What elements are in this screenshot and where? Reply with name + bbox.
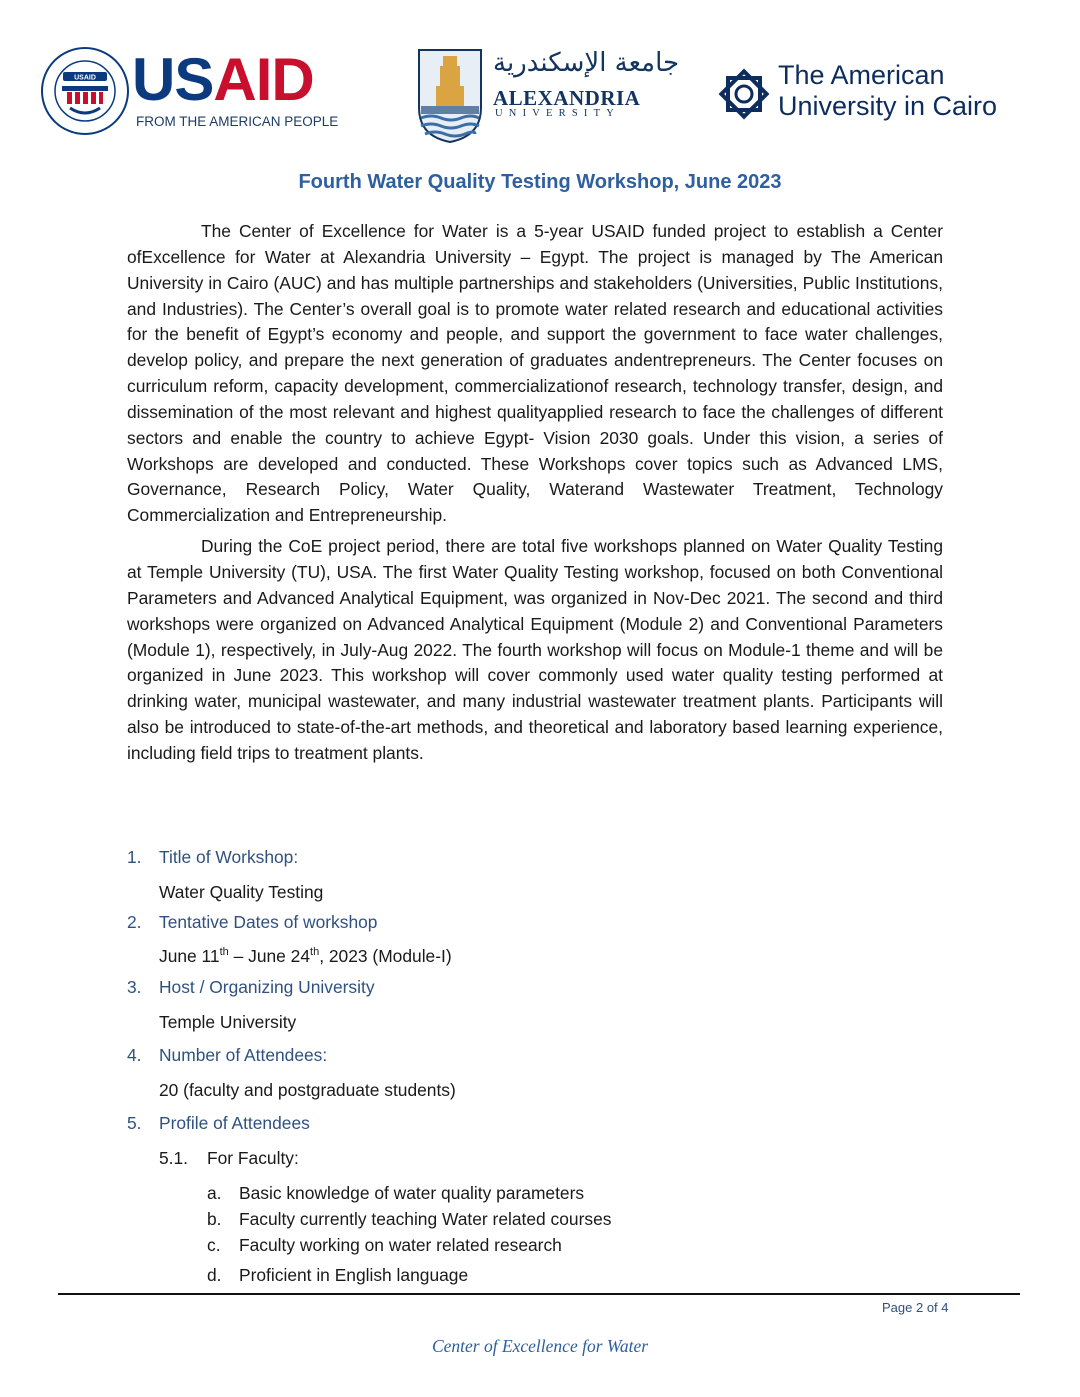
body-text bbox=[127, 219, 943, 767]
footer-text: Center of Excellence for Water bbox=[431, 1336, 649, 1356]
alexandria-university-label: UNIVERSITY bbox=[495, 108, 620, 119]
section-3-value: Temple University bbox=[159, 1012, 297, 1032]
list-item: c. Faculty working on water related research bbox=[207, 1235, 562, 1255]
page-title: Fourth Water Quality Testing Workshop, June 2023 bbox=[298, 171, 782, 193]
list-item: b. Faculty currently teaching Water related courses bbox=[207, 1209, 612, 1229]
auc-name: The American University in Cairo bbox=[778, 60, 998, 121]
alexandria-arabic-name: جامعة الإسكندرية bbox=[493, 48, 680, 78]
section-3-heading: 3. Host / Organizing University bbox=[127, 977, 375, 997]
usaid-tagline: FROM THE AMERICAN PEOPLE bbox=[136, 114, 339, 129]
section-4-heading: 4. Number of Attendees: bbox=[127, 1045, 328, 1065]
alexandria-university-logo bbox=[415, 48, 680, 148]
section-1-heading: 1. Title of Workshop: bbox=[127, 847, 299, 867]
footer-divider bbox=[58, 1293, 1020, 1295]
usaid-seal-icon bbox=[40, 46, 130, 136]
section-2-heading: 2. Tentative Dates of workshop bbox=[127, 912, 378, 932]
auc-emblem-icon bbox=[716, 66, 772, 122]
section-2-value: June 11th – June 24th, 2023 (Module-I) bbox=[159, 946, 452, 966]
svg-text:USAID: USAID bbox=[74, 74, 96, 82]
page-number: Page 2 of 4 bbox=[882, 1300, 949, 1315]
section-4-value: 20 (faculty and postgraduate students) bbox=[159, 1080, 456, 1100]
paragraph-intro: The Center of Excellence for Water is a 5-year USAID funded project to establish a Center ofExcellence for Water at Alexandria University – Egypt. The project is managed by The American University in Cairo (AUC) and has multiple partnerships and stakeholders (Universities, Public Institutions, and Industries). The Center’s overall goal is to promote water related research and educational activities for the benefit of Egypt’s economy and people, and support the government to face water challenges, develop policy, and prepare the next generation of graduates andentrepreneurs. The Center focuses on curriculum reform, capacity development, commercializationof research, technology transfer, design, and dissemination of the most relevant and highest qualityapplied research to face the challenges of different sectors and enable the country to achieve Egypt- Vision 2030 goals. Under this vision, a series of Workshops are developed and conducted. These Workshops cover topics such as Advanced LMS, Governance, Research Policy, Water Quality, Waterand Wastewater Treatment, Technology Commercialization and Entrepreneurship. bbox=[127, 221, 943, 526]
list-item: a. Basic knowledge of water quality parameters bbox=[207, 1183, 585, 1203]
lighthouse-shield-icon bbox=[417, 48, 483, 144]
usaid-logo bbox=[40, 44, 340, 140]
paragraph-workshops: During the CoE project period, there are total five workshops planned on Water Quality Testing at Temple University (TU), USA. The first Water Quality Testing workshop, focused on both Conventional Parameters and Advanced Analytical Equipment, was organized in Nov-Dec 2021. The second and third workshops were organized on Advanced Analytical Equipment (Module 2) and Conventional Parameters (Module 1), respectively, in July-Aug 2022. The fourth workshop will focus on Module-1 theme and will be organized in June 2023. This workshop will cover commonly used water quality testing performed at drinking water, municipal wastewater, and many industrial wastewater treatment plants. Participants will also be introduced to state-of-the-art methods, and theoretical and laboratory based learning experience, including field trips to treatment plants. bbox=[127, 536, 943, 763]
section-1-value: Water Quality Testing bbox=[159, 882, 324, 902]
section-5-heading: 5. Profile of Attendees bbox=[127, 1113, 310, 1133]
auc-logo bbox=[716, 60, 1036, 130]
usaid-wordmark: USAID bbox=[132, 46, 314, 113]
subsection-5-1: 5.1. For Faculty: bbox=[159, 1148, 299, 1168]
list-item: d. Proficient in English language bbox=[207, 1265, 469, 1285]
alexandria-english-name: ALEXANDRIA bbox=[493, 86, 641, 110]
